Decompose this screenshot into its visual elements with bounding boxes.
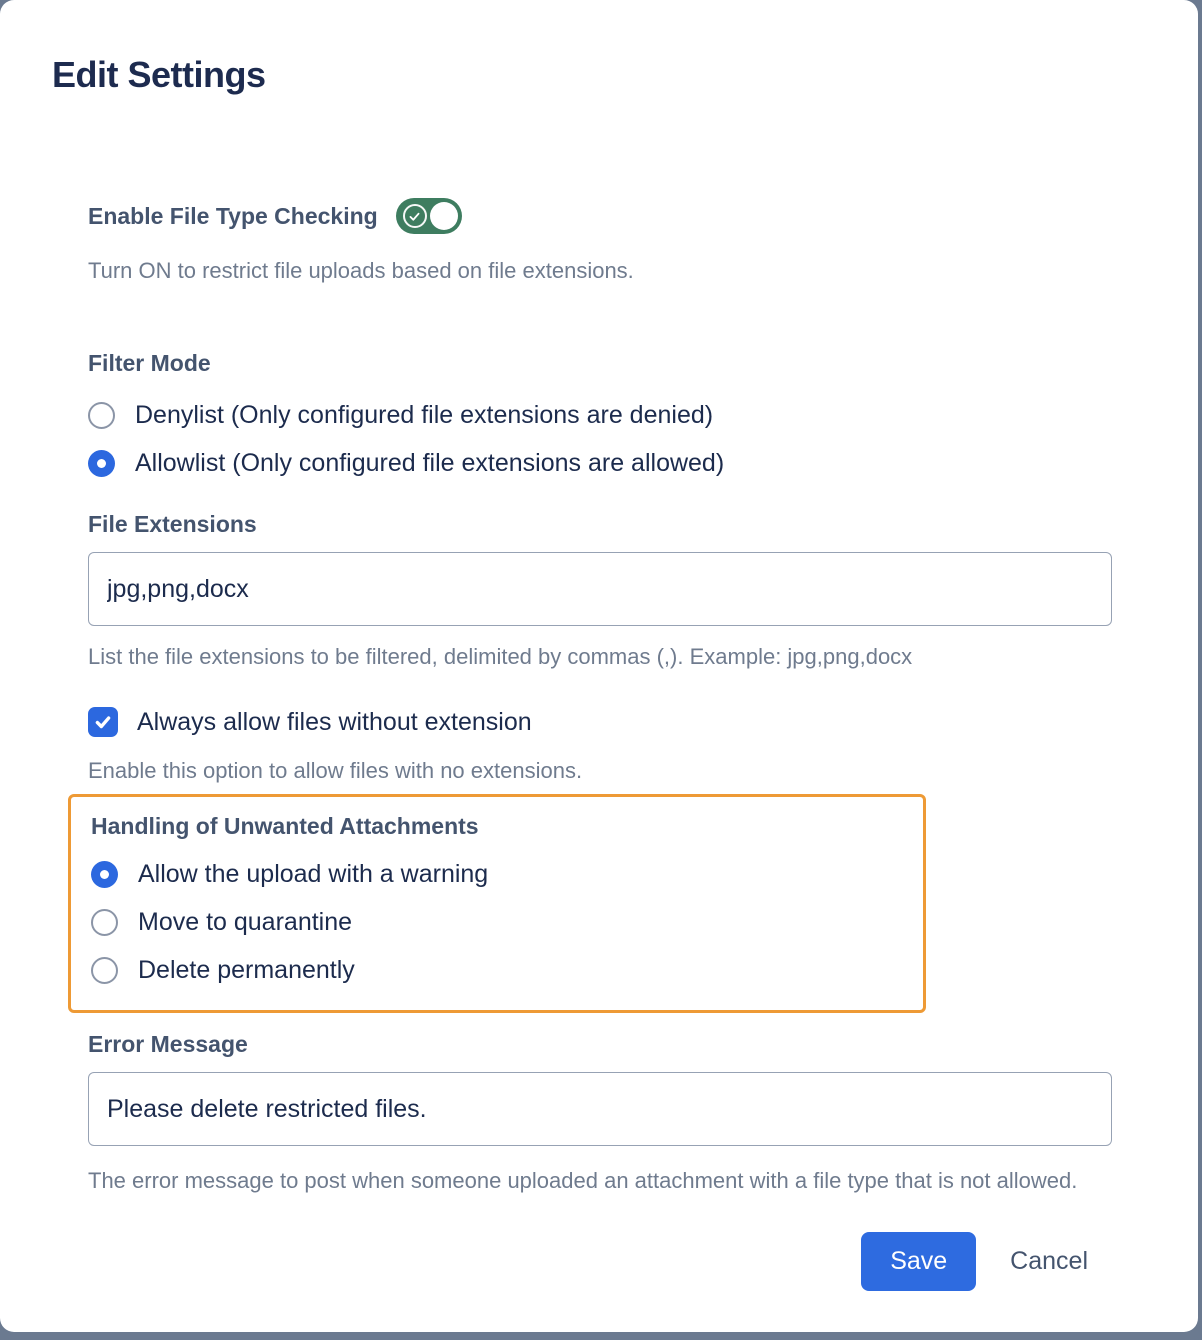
handling-option-quarantine[interactable]: Move to quarantine: [91, 898, 903, 946]
radio-selected-icon: [88, 450, 115, 477]
handling-highlight-box: [68, 794, 926, 1013]
error-message-help: The error message to post when someone uploaded an attachment with a file type that is not allowed.: [88, 1168, 1078, 1193]
check-icon: [403, 204, 427, 228]
filter-mode-label: Filter Mode: [88, 350, 211, 376]
filter-mode-radio-group: [88, 391, 1112, 487]
error-message-label: Error Message: [88, 1031, 248, 1057]
cancel-button[interactable]: Cancel: [1010, 1247, 1088, 1275]
radio-unselected-icon: [91, 909, 118, 936]
always-allow-help: Enable this option to allow files with no extensions.: [88, 758, 583, 783]
error-message-input[interactable]: [88, 1072, 1112, 1146]
radio-unselected-icon: [91, 957, 118, 984]
handling-option-delete[interactable]: Delete permanently: [91, 946, 903, 994]
handling-radio-group: [91, 850, 903, 994]
file-extensions-help: List the file extensions to be filtered, delimited by commas (,). Example: jpg,png,docx: [88, 644, 913, 669]
file-extensions-input[interactable]: [88, 552, 1112, 626]
enable-file-type-checking-help: Turn ON to restrict file uploads based on file extensions.: [88, 258, 634, 283]
filter-mode-option-allowlist[interactable]: Allowlist (Only configured file extensions are allowed): [88, 439, 1112, 487]
toggle-knob: [430, 202, 458, 230]
page-title: Edit Settings: [52, 54, 266, 95]
save-button[interactable]: Save: [861, 1232, 976, 1291]
always-allow-label: Always allow files without extension: [137, 707, 532, 736]
enable-file-type-checking-row: [88, 198, 1112, 234]
handling-option-allow-warning[interactable]: Allow the upload with a warning: [91, 850, 903, 898]
handling-label: Handling of Unwanted Attachments: [91, 813, 479, 839]
enable-file-type-checking-toggle[interactable]: [396, 198, 462, 234]
radio-selected-icon: [91, 861, 118, 888]
enable-file-type-checking-label: Enable File Type Checking: [88, 202, 378, 229]
radio-unselected-icon: [88, 402, 115, 429]
always-allow-checkbox-row[interactable]: [88, 698, 1112, 746]
filter-mode-option-denylist[interactable]: Denylist (Only configured file extensions are denied): [88, 391, 1112, 439]
checkbox-checked-icon[interactable]: [88, 707, 118, 737]
dialog-actions: [88, 1232, 1112, 1291]
file-extensions-label: File Extensions: [88, 511, 257, 537]
